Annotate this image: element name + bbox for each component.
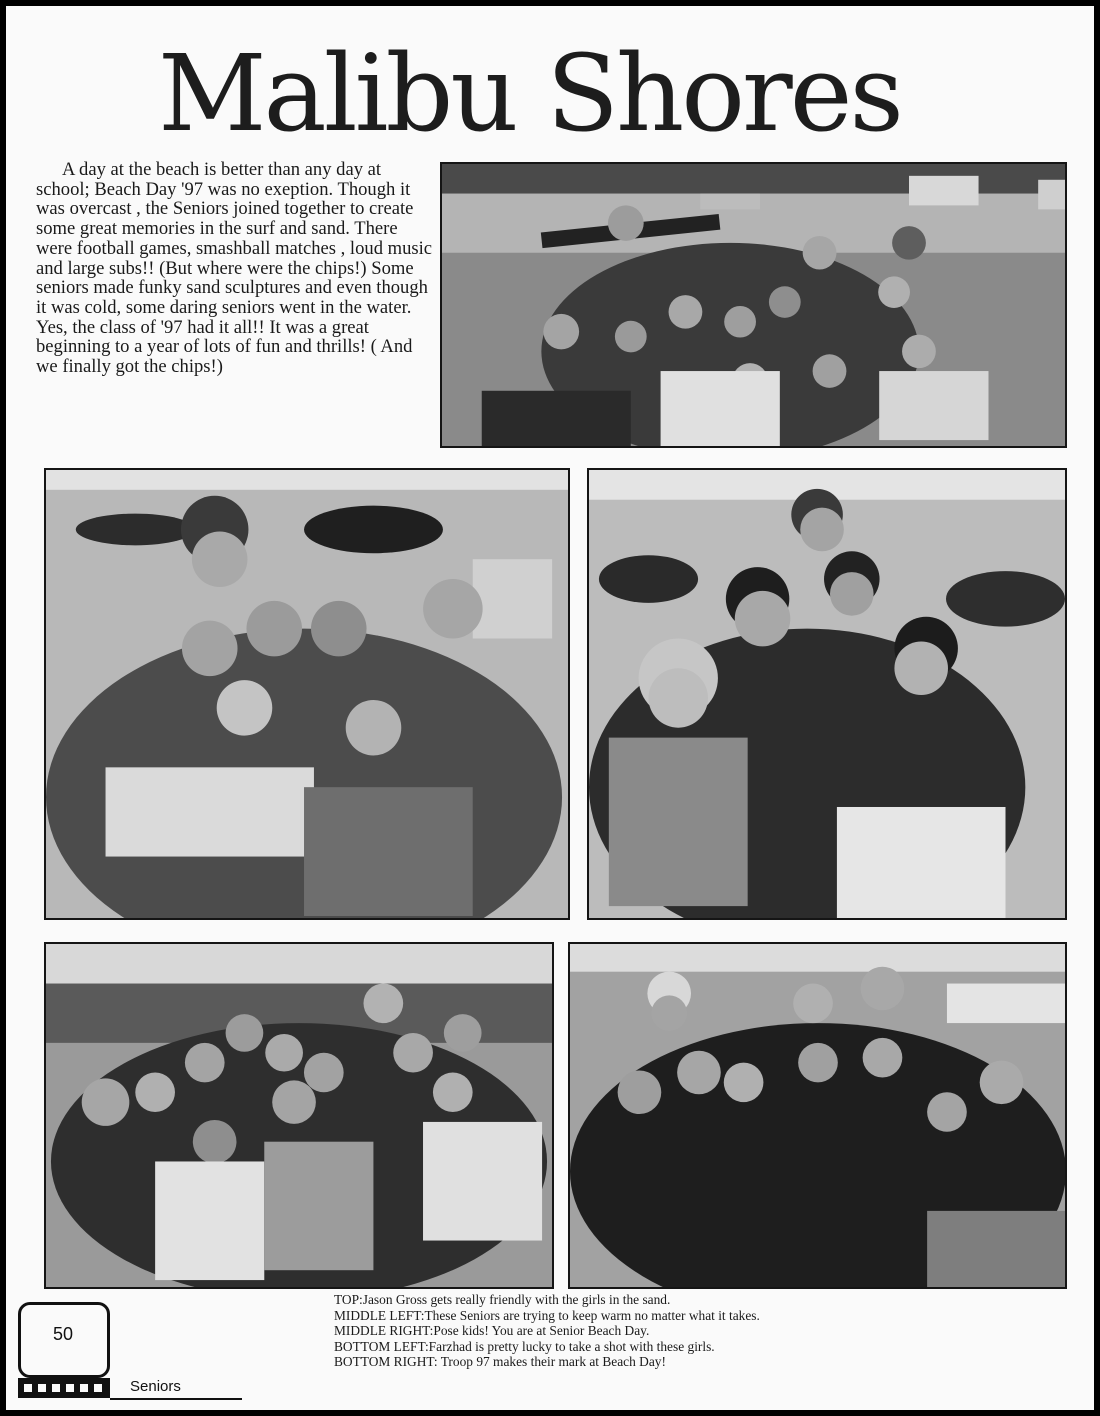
photo-bottom-left-image: [46, 944, 552, 1287]
photo-bottom-right-image: [570, 944, 1065, 1287]
section-label: Seniors: [130, 1378, 181, 1395]
photo-captions: [334, 1292, 934, 1370]
photo-bottom-left: [44, 942, 554, 1289]
film-strip-icon: [18, 1378, 110, 1398]
intro-paragraph: A day at the beach is better than any day at school; Beach Day '97 was no exeption. Though it was overcast , the Seniors joined together to create some great memories in the surf and sand. There were football games, smashball matches , loud music and large subs!! (But where were the chips!) Some seniors made funky sand sculptures and even though it was cold, some daring seniors went in the water. Yes, the class of '97 had it all!! It was a great beginning to a year of lots of fun and thrills! ( And we finally got the chips!): [36, 159, 433, 378]
section-rule: [110, 1398, 242, 1400]
caption-middle-left: MIDDLE LEFT:These Seniors are trying to keep warm no matter what it takes.: [334, 1307, 760, 1323]
photo-bottom-right: [568, 942, 1067, 1289]
photo-top: [440, 162, 1067, 448]
caption-bottom-left: BOTTOM LEFT:Farzhad is pretty lucky to take a shot with these girls.: [334, 1338, 715, 1354]
caption-middle-right: MIDDLE RIGHT:Pose kids! You are at Senior Beach Day.: [334, 1323, 650, 1339]
photo-middle-right: [587, 468, 1067, 920]
page-title: Malibu Shores: [158, 32, 901, 155]
photo-top-image: [442, 164, 1065, 446]
photo-middle-right-image: [589, 470, 1065, 918]
caption-bottom-right: BOTTOM RIGHT: Troop 97 makes their mark at Beach Day!: [334, 1354, 666, 1370]
yearbook-page: [6, 6, 1094, 1410]
page-number: 50: [52, 1324, 74, 1344]
photo-middle-left: [44, 468, 570, 920]
caption-top: TOP:Jason Gross gets really friendly with the girls in the sand.: [334, 1292, 671, 1307]
photo-middle-left-image: [46, 470, 568, 918]
